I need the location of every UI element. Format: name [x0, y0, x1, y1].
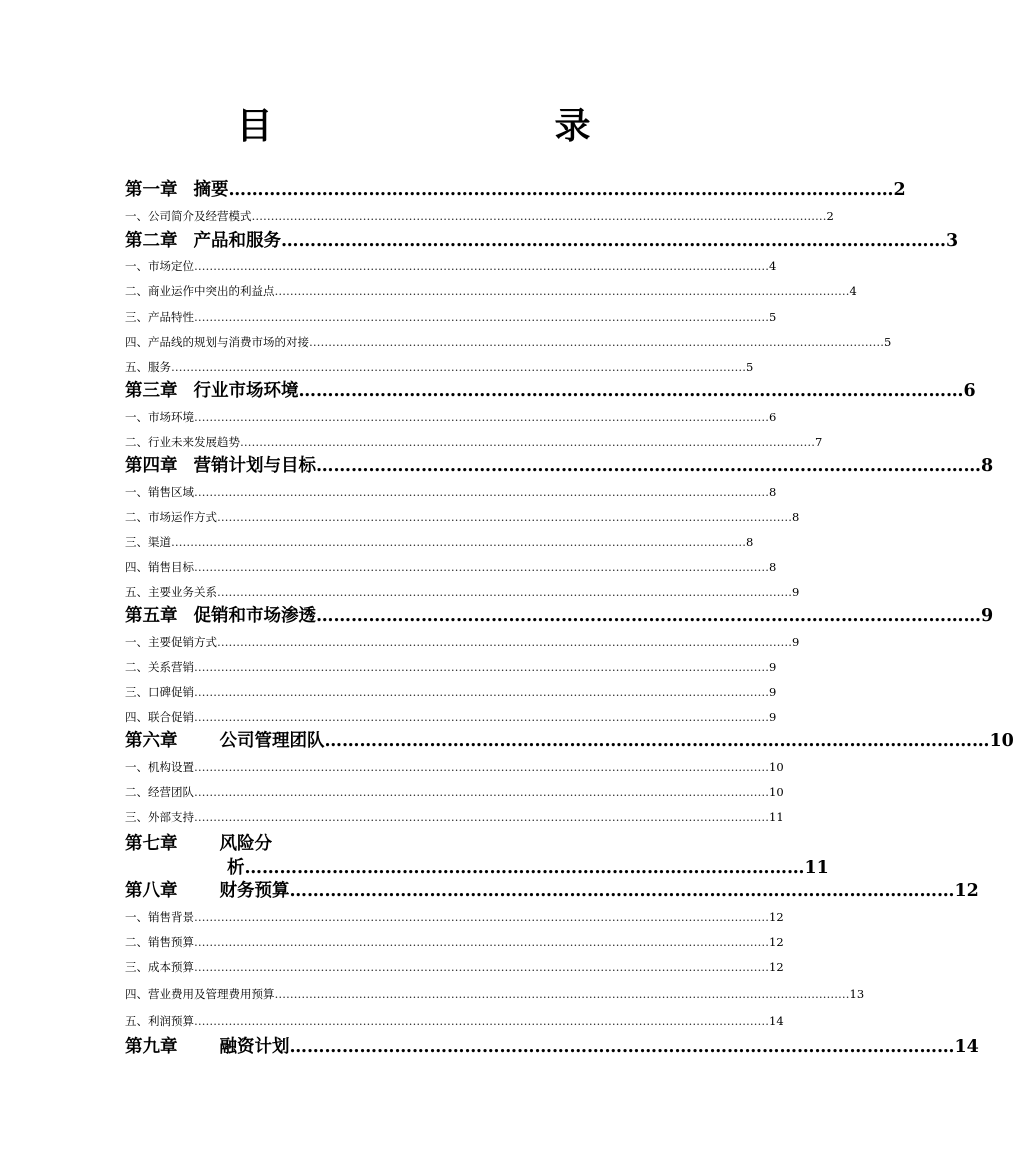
page-number: 9	[769, 660, 777, 674]
toc-section[interactable]	[125, 709, 777, 726]
section-label: 二、销售预算	[125, 935, 194, 949]
chapter-number: 第四章	[125, 456, 178, 476]
page-number: 11	[804, 858, 829, 878]
toc-section[interactable]	[125, 684, 777, 701]
dot-leader: ……………………………………………………………………………………………………………………………………	[194, 560, 769, 574]
dot-leader: ……………………………………………………………………………………………………………………………………	[217, 510, 792, 524]
page-number: 14	[954, 1037, 979, 1057]
toc-section[interactable]	[125, 208, 834, 225]
dot-leader: ……………………………………………………………………………………………………………………………………	[194, 1014, 769, 1028]
page-title: 目 录	[236, 106, 661, 147]
section-label: 五、服务	[125, 360, 171, 374]
section-label: 五、主要业务关系	[125, 585, 217, 599]
section-label: 二、行业未来发展趋势	[125, 435, 240, 449]
dot-leader: ……………………………………………………………………………………………………………………………………	[194, 960, 769, 974]
chapter-number: 第二章	[125, 231, 178, 251]
page-number: 6	[963, 381, 976, 401]
toc-section[interactable]	[125, 409, 777, 426]
page-number: 9	[792, 635, 800, 649]
chapter-number: 第三章	[125, 381, 178, 401]
page-number: 7	[815, 435, 823, 449]
toc-section[interactable]	[125, 784, 784, 801]
dot-leader: ……………………………………………………………………………………………………………………………………	[194, 910, 769, 924]
page-number: 9	[769, 710, 777, 724]
page-number: 12	[769, 910, 784, 924]
dot-leader: ……………………………………………………………………………………………………	[228, 180, 894, 200]
dot-leader: ……………………………………………………………………………………………………………………………………	[217, 585, 792, 599]
dot-leader: ……………………………………………………………………………………………………	[324, 731, 990, 751]
page-number: 8	[769, 485, 777, 499]
dot-leader: ……………………………………………………………………………………………………………………………………	[194, 785, 769, 799]
toc-section[interactable]	[125, 809, 784, 826]
dot-leader: ……………………………………………………………………………………………………	[316, 456, 981, 476]
chapter-number: 第九章	[125, 1037, 178, 1057]
dot-leader: ……………………………………………………………………………………………………	[289, 1037, 955, 1057]
chapter-title: 公司管理团队	[219, 731, 325, 751]
page-number: 8	[792, 510, 800, 524]
dot-leader: ……………………………………………………………………………………………………………………………………	[194, 935, 769, 949]
page-number: 10	[769, 785, 784, 799]
page-number: 5	[769, 310, 777, 324]
toc-chapter-7[interactable]	[125, 830, 272, 855]
dot-leader: ……………………………………………………………………………………………………………………………………	[194, 410, 769, 424]
toc-chapter-2[interactable]	[125, 229, 959, 253]
page-number: 2	[826, 209, 834, 223]
page-number: 14	[769, 1014, 784, 1028]
dot-leader: ……………………………………………………………………………………………………………………………………	[194, 485, 769, 499]
toc-section[interactable]	[125, 909, 784, 926]
toc-chapter-8[interactable]	[125, 879, 979, 903]
section-label: 二、市场运作方式	[125, 510, 217, 524]
section-label: 四、营业费用及管理费用预算	[125, 987, 275, 1001]
chapter-number: 第八章	[125, 881, 178, 901]
toc-section[interactable]	[125, 283, 857, 300]
toc-section[interactable]	[125, 258, 777, 275]
section-label: 一、公司简介及经营模式	[125, 209, 252, 223]
page-number: 8	[981, 456, 994, 476]
page-number: 4	[769, 259, 777, 273]
dot-leader: ……………………………………………………………………………………………………………………………………	[194, 760, 769, 774]
section-label: 一、机构设置	[125, 760, 194, 774]
toc-section[interactable]	[125, 759, 784, 776]
page-number: 9	[792, 585, 800, 599]
page-number: 9	[769, 685, 777, 699]
page-number: 3	[946, 231, 959, 251]
toc-section[interactable]	[125, 934, 784, 951]
dot-leader: ……………………………………………………………………………………………………………………………………	[251, 209, 827, 223]
page-number: 10	[769, 760, 784, 774]
dot-leader: ……………………………………………………………………………………………………	[281, 231, 946, 251]
toc-chapter-7-continued[interactable]	[227, 854, 829, 879]
section-label: 一、市场环境	[125, 410, 194, 424]
section-label: 三、成本预算	[125, 960, 194, 974]
dot-leader: ……………………………………………………………………………………………………………………………………	[171, 360, 746, 374]
section-label: 二、关系营销	[125, 660, 194, 674]
dot-leader: ……………………………………………………………………………………………………	[316, 606, 981, 626]
toc-section[interactable]	[125, 1013, 784, 1030]
page-number: 12	[954, 881, 979, 901]
toc-chapter-4[interactable]	[125, 454, 994, 478]
dot-leader: ……………………………………………………………………………………………………………………………………	[194, 660, 769, 674]
chapter-title: 财务预算	[219, 881, 290, 901]
toc-section[interactable]	[125, 509, 800, 526]
chapter-number: 第六章	[125, 731, 178, 751]
chapter-title: 营销计划与目标	[193, 456, 316, 476]
page-number: 12	[769, 960, 784, 974]
section-label: 四、产品线的规划与消费市场的对接	[125, 335, 309, 349]
page-number: 2	[893, 180, 906, 200]
chapter-title: 促销和市场渗透	[193, 606, 316, 626]
toc-chapter-1[interactable]	[125, 178, 906, 202]
section-label: 三、渠道	[125, 535, 171, 549]
section-label: 二、经营团队	[125, 785, 194, 799]
page-number: 8	[769, 560, 777, 574]
toc-section[interactable]	[125, 634, 800, 651]
section-label: 三、外部支持	[125, 810, 194, 824]
chapter-title-continued: 析	[227, 858, 245, 878]
section-label: 四、销售目标	[125, 560, 194, 574]
dot-leader: ……………………………………………………………………………………………………	[298, 381, 964, 401]
toc-section[interactable]	[125, 986, 865, 1003]
section-label: 三、口碑促销	[125, 685, 194, 699]
toc-section[interactable]	[125, 359, 754, 376]
toc-section[interactable]	[125, 659, 777, 676]
page-number: 4	[849, 284, 857, 298]
toc-section[interactable]	[125, 309, 777, 326]
page-number: 9	[981, 606, 994, 626]
toc-section[interactable]	[125, 334, 892, 351]
section-label: 一、销售区域	[125, 485, 194, 499]
page-number: 12	[769, 935, 784, 949]
toc-chapter-9[interactable]	[125, 1035, 979, 1059]
chapter-number: 第七章	[125, 834, 178, 854]
dot-leader: ……………………………………………………………………………………………………………………………………	[194, 685, 769, 699]
page-number: 5	[746, 360, 754, 374]
toc-chapter-3[interactable]	[125, 379, 976, 403]
chapter-number: 第五章	[125, 606, 178, 626]
section-label: 二、商业运作中突出的利益点	[125, 284, 275, 298]
dot-leader: ……………………………………………………………………………………………………………………………………	[194, 259, 769, 273]
page-number: 8	[746, 535, 754, 549]
toc-section[interactable]	[125, 534, 754, 551]
dot-leader: ……………………………………………………………………………………………………	[289, 881, 955, 901]
dot-leader: ……………………………………………………………………………………………………………………………………	[274, 284, 850, 298]
section-label: 五、利润预算	[125, 1014, 194, 1028]
page-number: 11	[769, 810, 784, 824]
chapter-title: 产品和服务	[193, 231, 281, 251]
toc-section[interactable]	[125, 959, 784, 976]
dot-leader: ……………………………………………………………………………………………………………………………………	[194, 310, 769, 324]
chapter-number: 第一章	[125, 180, 178, 200]
dot-leader: ……………………………………………………………………………………………………………………………………	[309, 335, 884, 349]
toc-section[interactable]	[125, 484, 777, 501]
dot-leader: ……………………………………………………………………………………………………………………………………	[194, 810, 769, 824]
chapter-title: 行业市场环境	[193, 381, 299, 401]
dot-leader: ……………………………………………………………………………………………………………………………………	[240, 435, 815, 449]
dot-leader: ……………………………………………………………………………………………………………………………………	[194, 710, 769, 724]
page-number: 10	[989, 731, 1014, 751]
toc-chapter-6[interactable]	[125, 729, 1014, 753]
chapter-title: 摘要	[193, 180, 229, 200]
dot-leader: ……………………………………………………………………………………………………………………………………	[171, 535, 746, 549]
chapter-title: 融资计划	[219, 1037, 290, 1057]
chapter-title: 风险分	[219, 834, 272, 854]
dot-leader: ……………………………………………………………………………………	[244, 858, 805, 878]
toc-section[interactable]	[125, 559, 777, 576]
toc-section[interactable]	[125, 584, 800, 601]
page-number: 6	[769, 410, 777, 424]
section-label: 一、市场定位	[125, 259, 194, 273]
toc-chapter-5[interactable]	[125, 604, 994, 628]
page-number: 13	[849, 987, 865, 1001]
section-label: 三、产品特性	[125, 310, 194, 324]
page-number: 5	[884, 335, 892, 349]
toc-section[interactable]	[125, 434, 823, 451]
section-label: 一、主要促销方式	[125, 635, 217, 649]
dot-leader: ……………………………………………………………………………………………………………………………………	[217, 635, 792, 649]
section-label: 一、销售背景	[125, 910, 194, 924]
dot-leader: ……………………………………………………………………………………………………………………………………	[274, 987, 850, 1001]
section-label: 四、联合促销	[125, 710, 194, 724]
